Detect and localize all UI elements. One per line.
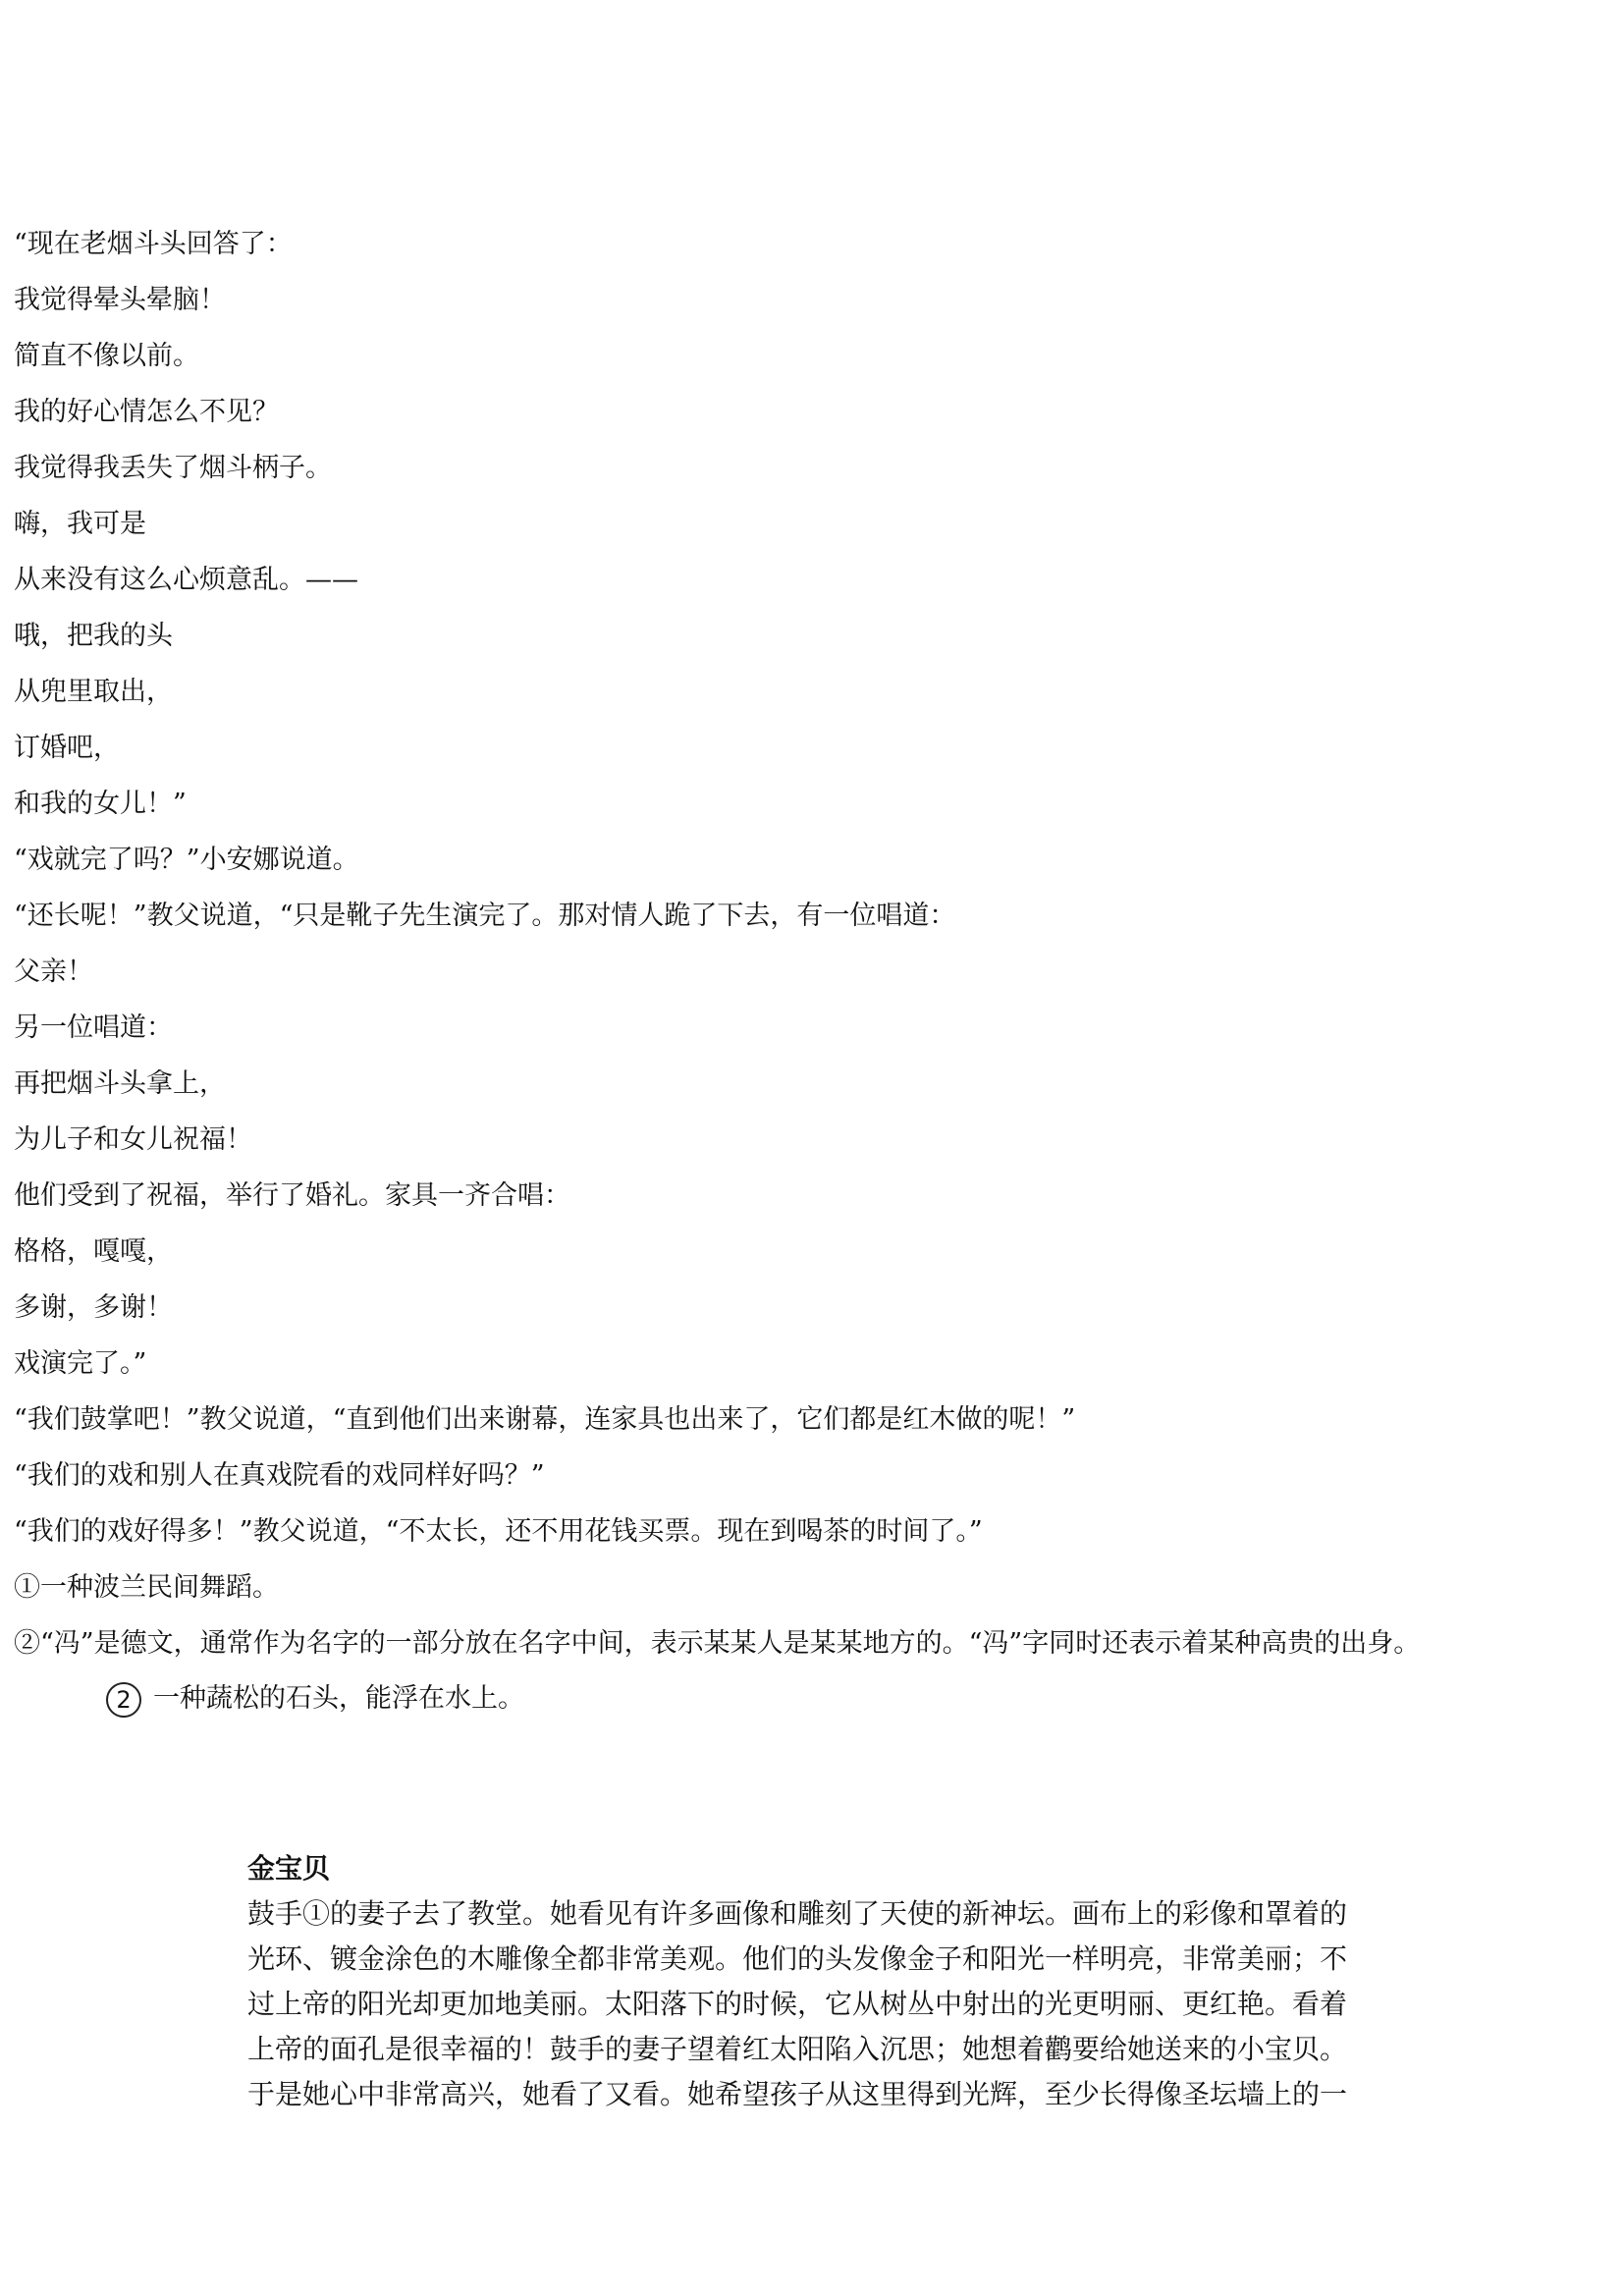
text-line: “现在老烟斗头回答了：: [14, 229, 293, 259]
story-line: 光环、镀金涂色的木雕像全都非常美观。他们的头发像金子和阳光一样明亮，非常美丽；不: [247, 1942, 1348, 1975]
footnote-3: [106, 1675, 524, 1722]
text-line: 再把烟斗头拿上，: [14, 1068, 226, 1099]
text-line: “戏就完了吗？”小安娜说道。: [14, 845, 359, 875]
text-line: 父亲！: [14, 957, 93, 987]
story-line: 鼓手①的妻子去了教堂。她看见有许多画像和雕刻了天使的新神坛。画布上的彩像和罩着的: [247, 1897, 1348, 1930]
story-section: [247, 1846, 1396, 2117]
footnote-1: ①一种波兰民间舞蹈。: [14, 1572, 279, 1603]
text-line: 他们受到了祝福，举行了婚礼。家具一齐合唱：: [14, 1180, 570, 1211]
story-line: 过上帝的阳光却更加地美丽。太阳落下的时候，它从树丛中射出的光更明丽、更红艳。看着: [247, 1988, 1348, 2020]
text-line: 另一位唱道：: [14, 1012, 173, 1043]
story-title: 金宝贝: [247, 1852, 331, 1885]
text-line: 为儿子和女儿祝福！: [14, 1124, 252, 1155]
footnote-3-text: 一种蔬松的石头，能浮在水上。: [153, 1683, 524, 1714]
story-line: 于是她心中非常高兴，她看了又看。她希望孩子从这里得到光辉，至少长得像圣坛墙上的一: [247, 2078, 1348, 2110]
text-line: 我的好心情怎么不见？: [14, 397, 279, 427]
text-line: 订婚吧，: [14, 733, 120, 763]
footnote-2: ②“冯”是德文，通常作为名字的一部分放在名字中间，表示某某人是某某地方的。“冯”字同时还表示着某种高贵的出身。: [14, 1628, 1421, 1659]
text-line: 格格，嘎嘎，: [14, 1236, 173, 1267]
text-line: 从兜里取出，: [14, 677, 173, 707]
text-line: 哦，把我的头: [14, 621, 173, 651]
poem-and-dialogue: [14, 216, 1614, 1671]
circled-number-marker: 2: [106, 1682, 141, 1718]
text-line: 我觉得我丢失了烟斗柄子。: [14, 453, 332, 483]
text-line: “还长呢！”教父说道，“只是靴子先生演完了。那对情人跪了下去，有一位唱道：: [14, 901, 956, 931]
text-line: 从来没有这么心烦意乱。——: [14, 565, 358, 595]
story-line: 上帝的面孔是很幸福的！鼓手的妻子望着红太阳陷入沉思；她想着鹳要给她送来的小宝贝。: [247, 2033, 1348, 2065]
text-line: 简直不像以前。: [14, 341, 199, 371]
text-line: 多谢，多谢！: [14, 1292, 173, 1323]
text-line: “我们鼓掌吧！”教父说道，“直到他们出来谢幕，连家具也出来了，它们都是红木做的呢！”: [14, 1404, 1076, 1435]
text-line: 和我的女儿！”: [14, 789, 187, 819]
text-line: 我觉得晕头晕脑！: [14, 285, 226, 315]
text-line: “我们的戏和别人在真戏院看的戏同样好吗？”: [14, 1460, 545, 1491]
text-line: 戏演完了。”: [14, 1348, 147, 1379]
text-line: “我们的戏好得多！”教父说道，“不太长，还不用花钱买票。现在到喝茶的时间了。”: [14, 1516, 983, 1547]
text-line: 嗨，我可是: [14, 509, 146, 539]
